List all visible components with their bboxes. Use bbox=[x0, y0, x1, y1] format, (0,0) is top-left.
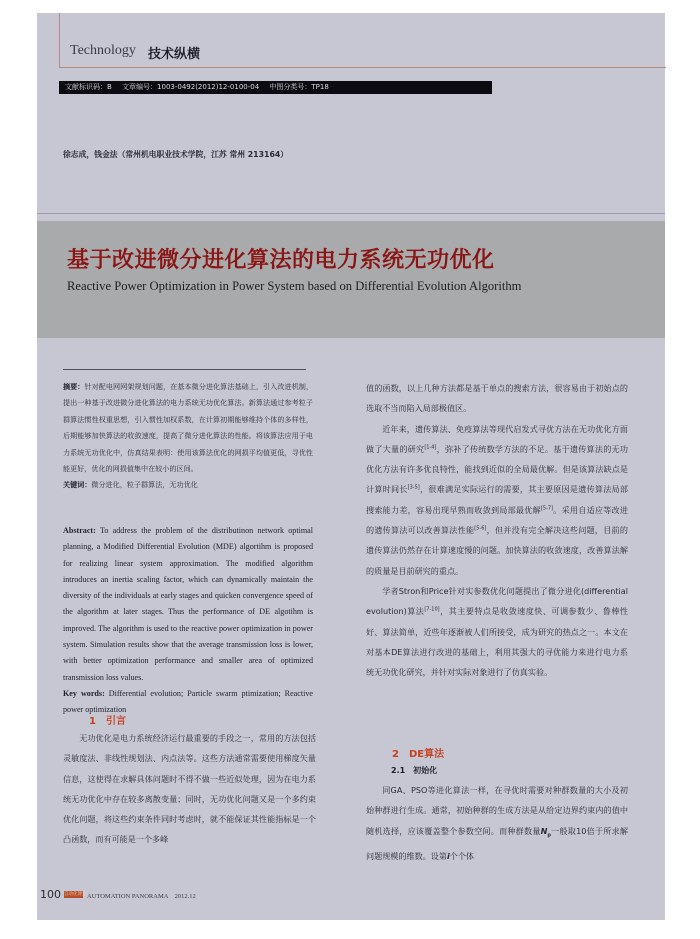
text: 近年来，遗传算法、免疫算法等现代启发式寻优方法在无功优化方面做了大量的研究 bbox=[366, 423, 628, 454]
journal-name: AUTOMATION PANORAMA 2012.12 bbox=[87, 893, 196, 900]
var-i: i bbox=[446, 850, 450, 861]
text: 个个体 bbox=[449, 850, 475, 861]
abstract-cn-label: 摘要： bbox=[63, 382, 85, 391]
journal-page bbox=[37, 13, 665, 920]
abstract-cn bbox=[63, 379, 313, 494]
text: 学者Stron和Price针对实参数优化问题提出了微分进化(differential evolution)算法 bbox=[366, 585, 628, 617]
doc-code: 文献标识码：B bbox=[65, 83, 112, 91]
section-2-body bbox=[366, 780, 628, 866]
title-en: Reactive Power Optimization in Power System based on Differential Evolution Algorithm bbox=[67, 279, 522, 293]
class-number: 中图分类号：TP18 bbox=[269, 83, 329, 91]
text: ，弥补了传统数学方法的不足。基于遗传算法的无功优化方法有许多优良特性，能找到近似的全局最优解。但是该算法缺点是计算时间长 bbox=[366, 443, 628, 495]
section-2-para-1 bbox=[366, 780, 628, 866]
section-1-heading: 1 引言 bbox=[89, 716, 126, 727]
divider bbox=[37, 213, 665, 214]
article-number: 文章编号：1003-0492(2012)12-0100-04 bbox=[122, 83, 260, 91]
text: 同GA、PSO等进化算法一样，在寻优时需要对种群数量的大小及初始种群进行生成。通常，初始种群的生成方法是从给定边界约束内的值中随机选择，应该覆盖整个参数空间。而种群数量 bbox=[366, 785, 628, 836]
right-column-body bbox=[366, 378, 628, 682]
abstract-en-text: To address the problem of the distributinon network optimal planning, a Modified Differential Evolution (MDE) algortihm is proposed for realizing linear system approximation. The modified algorithm introduces an inertia scaling factor, which can dynamically maintain the diversity of the individuals at early stages and quicken convergence speed of the algorithm at later stages. Thus the performance of DE algotihm is improved. The algorithm is used to the reactive power optimization in power system. Simulation results show that the average transmission loss is lower, with better optimization performance and smaller area of optimized transmission loss values. bbox=[63, 526, 313, 682]
abstract-en-label: Abstract: bbox=[63, 526, 96, 535]
authors-affiliation: 徐志成，钱金法（常州机电职业技术学院，江苏 常州 213164） bbox=[63, 150, 289, 159]
header-section-en: Technology bbox=[70, 43, 136, 58]
page-number: 100 bbox=[40, 888, 61, 901]
var-np-sub: p bbox=[547, 832, 551, 839]
section-1-para-1: 无功优化是电力系统经济运行最重要的手段之一，常用的方法包括灵敏度法、非线性规划法、内点法等。这些方法通常需要使用梯度矢量信息，这使得在求解具体问题时不得不做一些近似处理，因为在电力系统无功优化中存在较多离散变量；同时，无功优化问题又是一个多约束优化问题，将这些约束条件同时考虑时，就不能保证其性能指标是一个凸函数，而有可能是一个多峰 bbox=[63, 733, 316, 845]
citation: [5-6] bbox=[474, 525, 487, 532]
citation: [7-10] bbox=[424, 606, 440, 613]
text: ，很难满足实际运行的需要，其主要原因是遗传算法局部搜索能力差，容易出现早熟而收敛到局部最优解 bbox=[366, 484, 628, 515]
text: ，但并没有完全解决这些问题，目前的遗传算法仍然存在计算速度慢的问题。加快算法的收敛速度，改善算法解的质量是目前研究的重点。 bbox=[366, 525, 628, 576]
section-1-para-1-cont: 值的函数，以上几种方法都是基于单点的搜索方法，很容易由于初始点的选取不当而陷入局部极值区。 bbox=[366, 383, 628, 414]
abstract-en bbox=[63, 523, 313, 719]
keywords-cn-label: 关键词： bbox=[63, 480, 92, 490]
citation: [1-4] bbox=[424, 444, 437, 451]
text: ，其主要特点是收敛速度快、可调参数少、鲁棒性好、算法简单，近些年逐渐被人们所接受，成为研究的热点之一。本文在对基本DE算法进行改进的基础上，利用其强大的寻优能力来进行电力系统无功优化研究，并针对实际对象进行了仿真实验。 bbox=[366, 606, 628, 678]
section-1-body-left bbox=[63, 728, 316, 850]
section-2-heading: 2 DE算法 bbox=[392, 749, 445, 760]
text: 一般取10倍于所求解问题规模的维数。设第 bbox=[366, 825, 628, 861]
title-cn: 基于改进微分进化算法的电力系统无功优化 bbox=[67, 248, 495, 273]
running-header bbox=[59, 13, 666, 68]
citation: [5-7] bbox=[540, 505, 554, 512]
journal-logo: 自动化博览 bbox=[64, 892, 87, 897]
section-2-1-heading: 2.1 初始化 bbox=[391, 766, 438, 775]
article-meta-bar bbox=[59, 81, 492, 94]
title-band bbox=[37, 221, 665, 338]
var-np: N bbox=[540, 825, 548, 836]
text: 。采用自适应等改进的遗传算法可以改善算法性能 bbox=[366, 504, 628, 536]
keywords-en: Differential evolution; Particle swarm ptimization; Reactive power optimization bbox=[63, 688, 313, 715]
header-section-cn: 技术纵横 bbox=[148, 47, 201, 62]
section-1-para-2 bbox=[366, 419, 628, 581]
section-1-para-3 bbox=[366, 581, 628, 682]
keywords-cn: 微分进化，粒子群算法，无功优化 bbox=[91, 480, 198, 490]
keywords-en-label: Key words: bbox=[63, 688, 105, 698]
citation: [3-5] bbox=[407, 484, 420, 491]
abstract-rule bbox=[63, 369, 306, 370]
abstract-cn-text: 针对配电网网架规划问题，在基本微分进化算法基础上，引入改进机制，提出一种基于改进微分进化算法的电力系统无功优化算法。新算法通过参考粒子群算法惯性权重思想，引入惯性加权系数，在计算初期能够维持个体的多样性，后期能够加快算法的收敛速度，提高了微分进化算法的性能。将该算法应用于电力系统无功优化中，仿真结果表明：使用该算法优化的网损平均值更低，寻优性能更好，优化的网损值集中在较小的区间。 bbox=[63, 382, 314, 474]
